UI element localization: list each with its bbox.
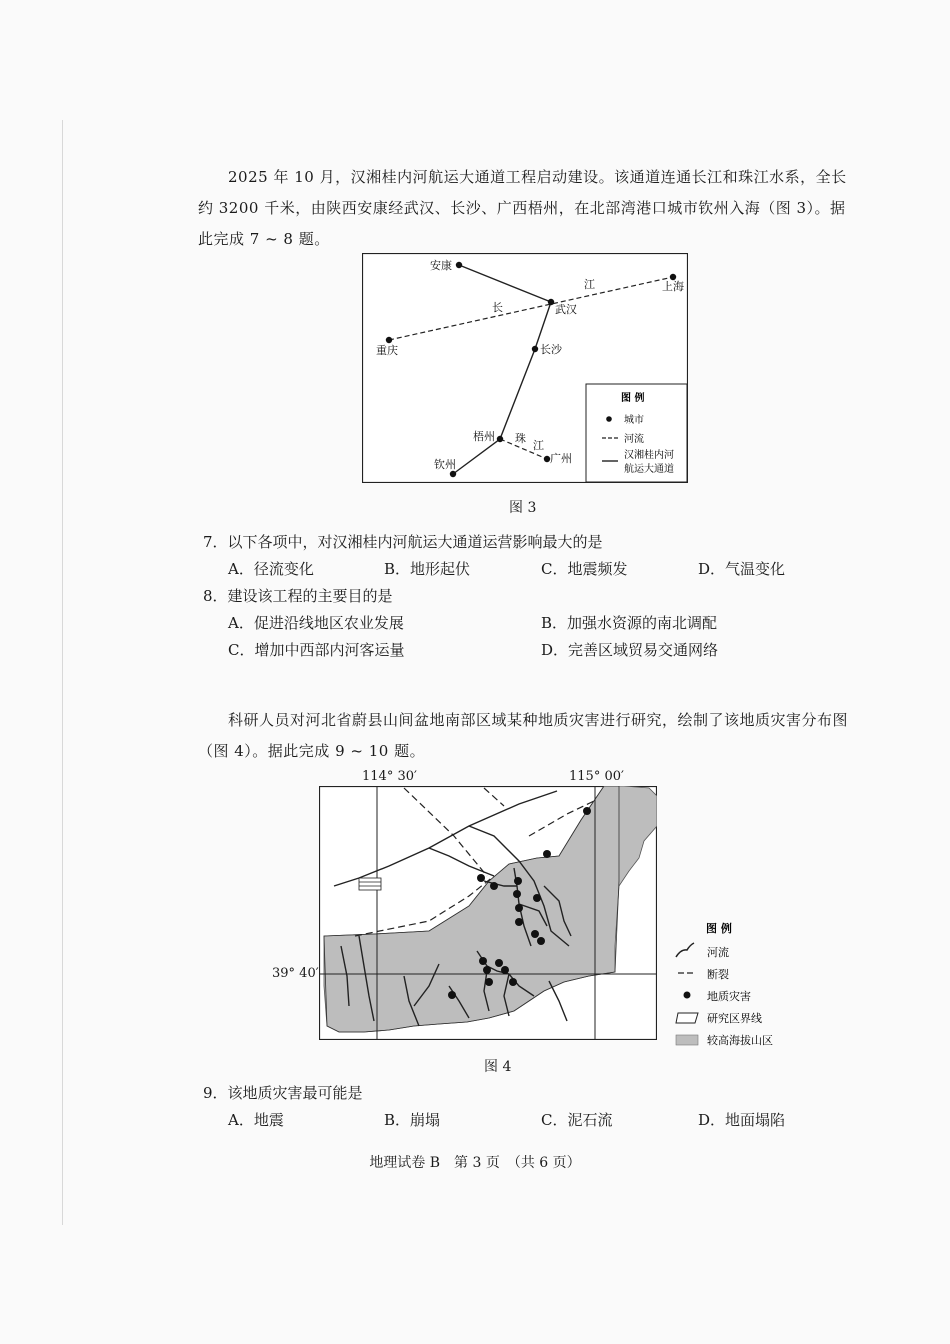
figure-4-legend	[672, 915, 802, 1050]
question-7-option-d[interactable]: D．气温变化	[698, 560, 786, 578]
city-label-shanghai: 上海	[662, 280, 684, 293]
legend-channel-label-1: 汉湘桂内河	[624, 450, 674, 461]
question-9-option-c[interactable]: C．泥石流	[541, 1111, 613, 1129]
fig4-legend-boundary: 研究区界线	[707, 1012, 762, 1025]
legend-title: 图 例	[621, 393, 645, 404]
city-dot-wuzhou	[497, 436, 503, 442]
intro-text-2: 科研人员对河北省蔚县山间盆地南部区域某种地质灾害进行研究，绘制了该地质灾害分布图（图 4）。据此完成 9 ~ 10 题。	[198, 711, 849, 760]
fig4-legend-river: 河流	[707, 946, 729, 959]
intro-paragraph-2	[198, 705, 858, 767]
question-8-stem: 8．建设该工程的主要目的是	[203, 587, 393, 605]
question-8-option-a[interactable]: A．促进沿线地区农业发展	[228, 614, 404, 632]
city-dot-wuhan	[548, 299, 554, 305]
city-dot-ankang	[456, 262, 462, 268]
city-label-ankang: 安康	[430, 259, 452, 272]
question-9-option-a[interactable]: A．地震	[228, 1111, 284, 1129]
question-8-option-b[interactable]: B．加强水资源的南北调配	[541, 614, 718, 632]
fig4-legend-hazard: 地质灾害	[707, 990, 751, 1003]
legend-channel-label-2: 航运大通道	[624, 464, 674, 475]
city-dot-qinzhou	[450, 471, 456, 477]
figure-3-map	[362, 253, 688, 483]
longitude-label-114-30: 114° 30′	[362, 769, 417, 784]
question-8-option-c[interactable]: C．增加中西部内河客运量	[228, 641, 405, 659]
figure-4-caption: 图 4	[484, 1059, 512, 1075]
question-7-option-c[interactable]: C．地震频发	[541, 560, 628, 578]
city-label-wuzhou: 梧州	[473, 430, 495, 443]
river-label-chang: 长	[492, 301, 503, 314]
longitude-label-115-00: 115° 00′	[569, 769, 624, 784]
question-7-option-b[interactable]: B．地形起伏	[384, 560, 471, 578]
fig4-legend-fault: 断裂	[707, 968, 729, 981]
city-label-wuhan: 武汉	[555, 303, 577, 316]
city-dot-changsha	[532, 346, 538, 352]
city-label-guangzhou: 广州	[550, 452, 572, 465]
question-9-option-d[interactable]: D．地面塌陷	[698, 1111, 786, 1129]
river-label-jiang-1: 江	[584, 278, 595, 291]
figure-3-legend	[586, 384, 687, 482]
figure-4-map	[319, 786, 657, 1040]
question-7-option-a[interactable]: A．径流变化	[228, 560, 314, 578]
legend-river-label: 河流	[624, 434, 644, 445]
latitude-label-39-40: 39° 40′	[272, 966, 319, 981]
intro-paragraph-1	[198, 162, 858, 255]
city-label-chongqing: 重庆	[376, 344, 398, 357]
figure-3-caption: 图 3	[509, 500, 537, 516]
question-7-stem: 7．以下各项中，对汉湘桂内河航运大通道运营影响最大的是	[203, 533, 603, 551]
city-label-qinzhou: 钦州	[434, 458, 456, 471]
river-legend-icon	[676, 943, 694, 957]
question-9-option-b[interactable]: B．崩塌	[384, 1111, 441, 1129]
mountain-legend-icon	[676, 1035, 698, 1045]
city-label-changsha: 长沙	[540, 343, 562, 356]
intro-text-1: 2025 年 10 月，汉湘桂内河航运大通道工程启动建设。该通道连通长江和珠江水系，全长约 3200 千米，由陕西安康经武汉、长沙、广西梧州，在北部湾港口城市钦州入海（图 3）。据此完成 7 ~ 8 题。	[198, 168, 847, 248]
page-edge	[62, 120, 63, 1225]
river-label-jiang-2: 江	[533, 439, 544, 452]
legend-city-label: 城市	[624, 415, 644, 426]
hazard-legend-icon	[684, 992, 691, 999]
fig4-legend-title: 图 例	[706, 922, 732, 935]
page-footer: 地理试卷 B 第 3 页 （共 6 页）	[369, 1155, 581, 1171]
town-patch	[359, 878, 381, 890]
river-label-zhu: 珠	[515, 432, 526, 445]
fig4-legend-mountain: 较高海拔山区	[707, 1034, 773, 1047]
question-8-option-d[interactable]: D．完善区域贸易交通网络	[541, 641, 719, 659]
boundary-legend-icon	[676, 1013, 698, 1023]
city-dot-chongqing	[386, 337, 392, 343]
legend-city-icon	[606, 416, 612, 422]
question-9-stem: 9．该地质灾害最可能是	[203, 1084, 363, 1102]
